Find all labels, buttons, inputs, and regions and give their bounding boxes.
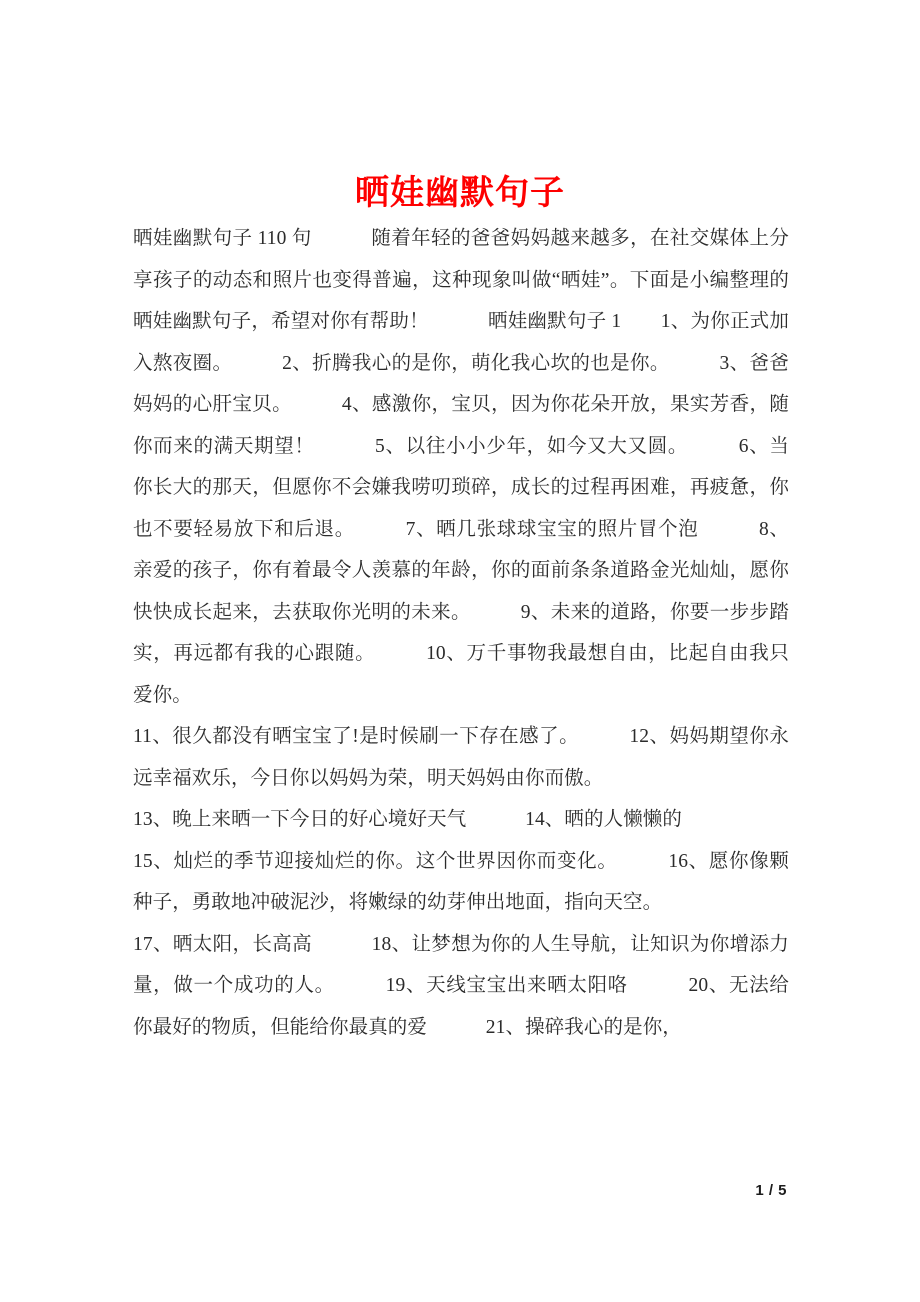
paragraph: 晒娃幽默句子 110 句 随着年轻的爸爸妈妈越来越多，在社交媒体上分享孩子的动态和照片也变得普遍，这种现象叫做“晒娃”。下面是小编整理的晒娃幽默句子，希望对你有帮助！ 晒娃幽默句子 1 1、为你正式加入熬夜圈。 2、折腾我心的是你，萌化我心坎的也是你。 3、爸爸妈妈的心肝宝贝。 4、感激你，宝贝，因为你花朵开放，果实芳香，随你而来的满天期望！ 5、以往小小少年，如今又大又圆。 6、当你长大的那天，但愿你不会嫌我唠叨琐碎，成长的过程再困难，再疲惫，你也不要轻易放下和后退。 7、晒几张球球宝宝的照片冒个泡 8、亲爱的孩子，你有着最令人羡慕的年龄，你的面前条条道路金光灿灿，愿你快快成长起来，去获取你光明的未来。 9、未来的道路，你要一步步踏实，再远都有我的心跟随。 10、万千事物我最想自由，比起自由我只爱你。	[133, 228, 789, 706]
document-body	[133, 218, 789, 1048]
paragraph: 11、很久都没有晒宝宝了!是时候刷一下存在感了。 12、妈妈期望你永远幸福欢乐，今日你以妈妈为荣，明天妈妈由你而傲。	[133, 726, 789, 789]
paragraph: 17、晒太阳，长高高 18、让梦想为你的人生导航，让知识为你增添力量，做一个成功的人。 19、天线宝宝出来晒太阳咯 20、无法给你最好的物质，但能给你最真的爱 21、操碎我心的是你，	[133, 933, 789, 1038]
paragraph: 13、晚上来晒一下今日的好心境好天气 14、晒的人懒懒的	[133, 809, 683, 830]
page-number-footer: 1 / 5	[755, 1182, 787, 1199]
paragraph: 15、灿烂的季节迎接灿烂的你。这个世界因你而变化。 16、愿你像颗种子，勇敢地冲破泥沙，将嫩绿的幼芽伸出地面，指向天空。	[133, 850, 789, 913]
page-title: 晒娃幽默句子	[355, 173, 565, 212]
